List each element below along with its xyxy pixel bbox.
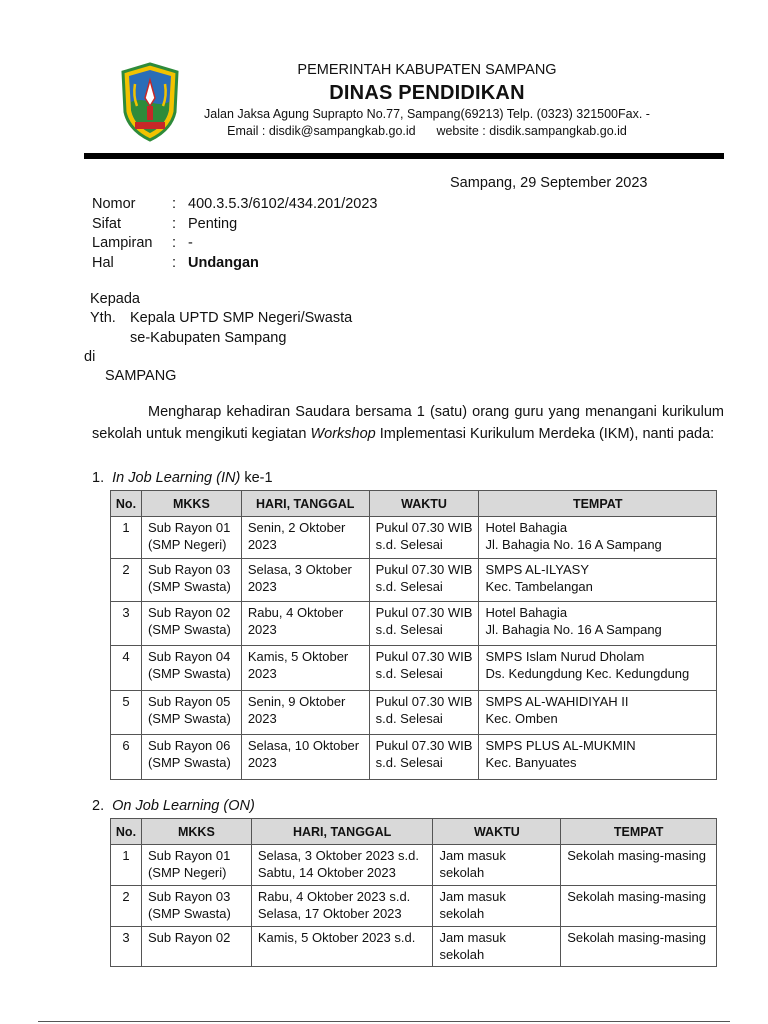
date-line: Kamis, 5 Oktober [247,649,349,664]
place-address: Jl. Bahagia No. 16 A Sampang [485,536,662,552]
meta-row-nomor [92,195,377,215]
body-paragraph [92,402,724,445]
meta-label: Nomor [92,196,136,212]
date-year: 2023 [247,621,277,637]
letterhead [0,0,768,165]
letterhead-divider [84,153,724,159]
meta-row-sifat [92,215,377,235]
time-end: s.d. Selesai [375,665,443,681]
cell-date [251,845,433,886]
cell-time [369,602,479,646]
table-row [111,559,717,602]
mkks-name: Sub Rayon 06 [147,738,231,753]
time-start: Pukul 07.30 WIB [375,694,473,709]
cell-no: 1 [111,517,142,559]
mkks-type: (SMP Negeri) [147,536,227,552]
cell-mkks [141,602,241,646]
col-header-place: TEMPAT [561,819,717,845]
mkks-name: Sub Rayon 02 [147,605,231,620]
table-row [111,602,717,646]
table-row [111,735,717,780]
place-name: Hotel Bahagia [485,605,568,620]
time-start: Pukul 07.30 WIB [375,562,473,577]
letter-date: Sampang, 29 September 2023 [450,175,648,191]
cell-no: 4 [111,646,142,691]
meta-colon: : [172,235,177,251]
date-start: Selasa, 3 Oktober 2023 s.d. [257,848,419,863]
meta-colon: : [172,254,177,271]
date-year: 2023 [247,754,277,770]
address-line: Jalan Jaksa Agung Suprapto No.77, Sampang(69213) Telp. (0323) 321500Fax. - [204,107,650,121]
place-address: Jl. Bahagia No. 16 A Sampang [485,621,662,637]
section-number: 1. [92,470,105,486]
time-start: Pukul 07.30 WIB [375,649,473,664]
cell-place [479,691,717,735]
date-end: Selasa, 17 Oktober 2023 [257,905,402,921]
cell-mkks [141,886,251,927]
date-year: 2023 [247,536,277,552]
mkks-name: Sub Rayon 05 [147,694,231,709]
mkks-name: Sub Rayon 04 [147,649,231,664]
cell-mkks [141,517,241,559]
cell-place: Sekolah masing-masing [561,927,717,967]
mkks-type: (SMP Swasta) [147,905,231,921]
col-header-mkks: MKKS [141,491,241,517]
place-address: Ds. Kedungdung Kec. Kedungdung [485,665,690,681]
cell-mkks [141,691,241,735]
place-address: Kec. Banyuates [485,754,577,770]
col-header-time: WAKTU [433,819,561,845]
place-address: Kec. Omben [485,710,558,726]
col-header-date: HARI, TANGGAL [251,819,433,845]
time-end: s.d. Selesai [375,754,443,770]
mkks-name: Sub Rayon 01 [147,848,231,863]
place-name: SMPS AL-ILYASY [485,562,589,577]
mkks-name: Sub Rayon 01 [147,520,231,535]
mkks-type: (SMP Swasta) [147,754,231,770]
cell-no: 6 [111,735,142,780]
meta-value: Undangan [188,254,259,271]
section-title-suffix: ke-1 [240,470,273,486]
cell-time: Jam masuk sekolah [433,927,561,967]
mkks-name: Sub Rayon 03 [147,889,231,904]
addressee-di: di [84,349,96,365]
meta-value: Penting [188,215,238,232]
date-line: Rabu, 4 Oktober [247,605,344,620]
letter-meta [92,195,377,273]
date-year: 2023 [247,578,277,594]
addressee-recipient: Kepala UPTD SMP Negeri/Swasta [130,310,353,326]
meta-row-hal [92,254,377,274]
col-header-place: TEMPAT [479,491,717,517]
mkks-type: (SMP Swasta) [147,665,231,681]
time-end: s.d. Selesai [375,621,443,637]
date-start: Kamis, 5 Oktober 2023 s.d. [257,930,416,945]
col-header-mkks: MKKS [141,819,251,845]
col-header-time: WAKTU [369,491,479,517]
mkks-type: (SMP Swasta) [147,578,231,594]
cell-mkks [141,927,251,967]
cell-place [479,559,717,602]
place-name: SMPS AL-WAHIDIYAH II [485,694,629,709]
cell-date [241,735,369,780]
cell-mkks [141,559,241,602]
meta-label: Hal [92,254,114,271]
meta-colon: : [172,196,177,212]
col-header-no: No. [111,491,142,517]
col-header-no: No. [111,819,142,845]
section-2-title [92,796,255,816]
meta-label: Sifat [92,215,122,232]
table-row [111,927,717,967]
mkks-name: Sub Rayon 02 [147,930,231,945]
cell-date [251,886,433,927]
table-header-row [111,819,717,845]
cell-place [479,517,717,559]
body-text-1: Mengharap kehadiran Saudara bersama 1 (satu) orang guru yang menangani kurikulum sekolah untuk mengikuti kegiatan [92,404,724,442]
time-start: Pukul 07.30 WIB [375,605,473,620]
cell-time [369,646,479,691]
date-line: Selasa, 10 Oktober [247,738,360,753]
date-line: Senin, 2 Oktober [247,520,346,535]
meta-value: - [188,235,193,251]
cell-no: 2 [111,559,142,602]
meta-label: Lampiran [92,235,153,251]
government-name: PEMERINTAH KABUPATEN SAMPANG [297,62,557,78]
table-row [111,691,717,735]
cell-mkks [141,735,241,780]
meta-row-lampiran [92,234,377,254]
cell-place [479,646,717,691]
table-row [111,646,717,691]
contact-line: Email : disdik@sampangkab.go.id website : disdik.sampangkab.go.id [227,124,627,138]
cell-date [241,517,369,559]
time-start: Pukul 07.30 WIB [375,738,473,753]
cell-date [251,927,433,967]
cell-no: 1 [111,845,142,886]
time-end: s.d. Selesai [375,710,443,726]
addressee-yth: Yth. [90,310,116,326]
date-start: Rabu, 4 Oktober 2023 s.d. [257,889,411,904]
col-header-date: HARI, TANGGAL [241,491,369,517]
place-name: SMPS Islam Nurud Dholam [485,649,645,664]
cell-place: Sekolah masing-masing [561,845,717,886]
place-name: Hotel Bahagia [485,520,568,535]
cell-no: 2 [111,886,142,927]
cell-date [241,602,369,646]
page-bottom-divider [38,1021,730,1022]
cell-no: 3 [111,927,142,967]
addressee-recipient-region: se-Kabupaten Sampang [130,330,287,346]
table-row [111,845,717,886]
date-line: Selasa, 3 Oktober [247,562,352,577]
cell-time [369,735,479,780]
cell-time: Jam masuk sekolah [433,886,561,927]
meta-value: 400.3.5.3/6102/434.201/2023 [188,196,378,212]
body-text-italic: Workshop [310,425,376,442]
mkks-type: (SMP Swasta) [147,621,231,637]
mkks-name: Sub Rayon 03 [147,562,231,577]
table-row [111,886,717,927]
meta-colon: : [172,215,177,232]
schedule-table-on [110,818,717,967]
cell-time [369,691,479,735]
cell-place [479,735,717,780]
cell-time: Jam masuk sekolah [433,845,561,886]
section-title-italic: In Job Learning (IN) [112,470,241,486]
section-1-title [92,468,273,488]
section-number: 2. [92,798,105,814]
department-name: DINAS PENDIDIKAN [329,82,525,104]
table-header-row [111,491,717,517]
time-start: Pukul 07.30 WIB [375,520,473,535]
schedule-table-in [110,490,717,780]
mkks-type: (SMP Negeri) [147,864,227,880]
date-end: Sabtu, 14 Oktober 2023 [257,864,396,880]
cell-place [479,602,717,646]
cell-time [369,517,479,559]
place-address: Kec. Tambelangan [485,578,593,594]
section-title-italic: On Job Learning (ON) [112,798,255,814]
cell-no: 3 [111,602,142,646]
letterhead-text [180,60,674,140]
time-end: s.d. Selesai [375,578,443,594]
body-text-2: Implementasi Kurikulum Merdeka (IKM), nanti pada: [375,425,715,442]
date-line: Senin, 9 Oktober [247,694,346,709]
kabupaten-sampang-emblem-icon [119,62,181,142]
addressee-kepada: Kepada [90,291,140,307]
time-end: s.d. Selesai [375,536,443,552]
addressee-place: SAMPANG [105,368,177,384]
place-name: SMPS PLUS AL-MUKMIN [485,738,636,753]
date-year: 2023 [247,710,277,726]
date-year: 2023 [247,665,277,681]
cell-date [241,691,369,735]
cell-mkks [141,845,251,886]
table-row [111,517,717,559]
cell-date [241,646,369,691]
cell-date [241,559,369,602]
cell-mkks [141,646,241,691]
cell-place: Sekolah masing-masing [561,886,717,927]
cell-no: 5 [111,691,142,735]
cell-time [369,559,479,602]
mkks-type: (SMP Swasta) [147,710,231,726]
